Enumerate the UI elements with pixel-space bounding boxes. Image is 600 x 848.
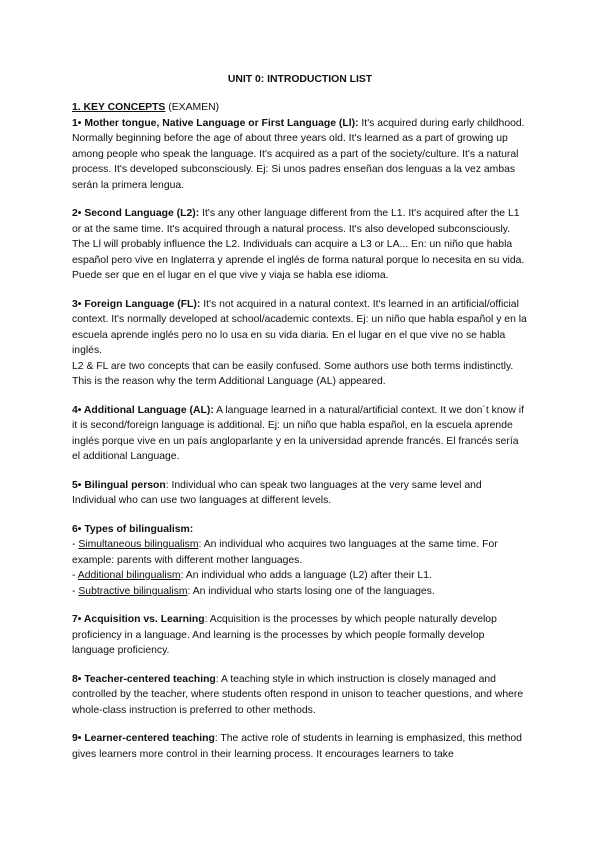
item-number: 1• <box>72 117 85 129</box>
item-text: A language learned in a natural/artificial context. It we don´t know if it is second/foreign language is additional. Ej: un niño que habla español, en la escuela aprende inglés porque vive en un país angloparlante y en la universidad aprende francés. El francés sería el additional Language. <box>72 404 524 462</box>
sub-item-subtractive <box>72 584 528 600</box>
sub-item-text: : An individual who acquires two languages at the same time. For example: parents with different mother languages. <box>72 539 498 566</box>
item-number: 6• <box>72 523 85 535</box>
item-text: : Acquisition is the processes by which people naturally develop proficiency in a language. And learning is the processes by which people formally develop language proficiency. <box>72 614 497 656</box>
item-colon: : <box>195 208 200 219</box>
item-number: 7• <box>72 614 84 625</box>
item-mother-tongue <box>72 116 528 194</box>
item-term: Types of bilingualism: <box>84 523 194 535</box>
item-number: 9• <box>72 733 85 744</box>
item-learner-centered <box>72 731 528 762</box>
item-number: 8• <box>72 673 85 685</box>
item-acquisition-vs-learning <box>72 612 528 659</box>
item-text: It's acquired during early childhood. Normally beginning before the age of about three years old. It's learned as a part of growing up among people who speak the language. It's acquired as a part of the society/culture. It's a natural process. It's developed subconsciously. Ej: Si unos padres enseñan dos lenguas a la vez ambas serán la primera lengua. <box>72 117 525 191</box>
item-number: 2• <box>72 208 85 219</box>
item-term: Additional Language (AL) <box>83 404 211 416</box>
item-term: Second Language (L2) <box>84 208 196 219</box>
item-extra-note: L2 & FL are two concepts that can be easily confused. Some authors use both terms indistinctly. This is the reason why the term Additional Language (AL) appeared. <box>72 360 514 387</box>
item-colon: : <box>196 298 201 310</box>
item-term: Acquisition vs. Learning <box>83 614 205 625</box>
section-heading <box>72 100 528 116</box>
sub-item-dash: - <box>72 539 79 550</box>
item-teacher-centered <box>72 672 528 719</box>
item-paragraph <box>72 297 528 359</box>
sub-item-additional <box>72 568 528 584</box>
item-additional-language <box>72 403 528 465</box>
sub-item-term: Additional bilingualism <box>77 570 181 581</box>
item-term: Teacher-centered teaching <box>84 673 216 685</box>
item-number: 5• <box>72 479 85 491</box>
item-types-of-bilingualism <box>72 522 528 600</box>
item-number: 4• <box>72 404 84 416</box>
section-number-title: 1. KEY CONCEPTS <box>72 102 166 113</box>
item-text: : Individual who can speak two languages at the very same level and Individual who can use two languages at different levels. <box>72 479 482 506</box>
sub-item-simultaneous <box>72 537 528 568</box>
item-text: It's any other language different from the L1. It's acquired after the L1 or at the same time. It's acquired through a natural process. It's also developed subconsciously. The Ll will probably influence the L2. Individuals can acquire a L3 or LA... En: un niño que habla español pero vive en Inglaterra y aprende el inglés de forma natural porque lo necesita en su vida. Puede ser que en el lugar en el que vive y viaja se habla ese idioma. <box>72 208 525 281</box>
sub-item-text: : An individual who adds a language (L2) after their L1. <box>180 570 432 581</box>
item-term: Bilingual person <box>84 479 166 491</box>
item-foreign-language <box>72 297 528 390</box>
item-second-language <box>72 206 528 284</box>
sub-item-text: : An individual who starts losing one of the languages. <box>187 585 435 597</box>
item-term: Foreign Language (FL) <box>84 298 197 310</box>
item-term: Mother tongue, Native Language or First Language (Ll) <box>84 117 356 129</box>
sub-item-dash: - <box>72 585 79 597</box>
section-note: (EXAMEN) <box>165 102 220 113</box>
item-text: : The active role of students in learning is emphasized, this method gives learners more control in their learning process. It encourages learners to take <box>72 733 522 760</box>
document-title: UNIT 0: INTRODUCTION LIST <box>227 74 373 85</box>
sub-item-term: Simultaneous bilingualism <box>78 539 199 550</box>
item-bilingual-person <box>72 478 528 509</box>
sub-item-dash: - <box>72 570 78 581</box>
item-number: 3• <box>72 298 85 310</box>
item-text: : A teaching style in which instruction is closely managed and controlled by the teacher, where students often respond in unison to teacher questions, and where whole-class instruction is preferred to other methods. <box>72 673 524 716</box>
sub-item-term: Subtractive bilingualism <box>78 585 188 597</box>
item-colon: : <box>210 404 214 416</box>
item-text: It's not acquired in a natural context. It's learned in an artificial/official context. It's normally developed at school/academic contexts. Ej: un niño que habla español y en la escuela aprende inglés pero no lo usa en su vida diaria. En el lugar en el que vive no se habla inglés. <box>72 298 527 356</box>
item-term: Learner-centered teaching <box>84 733 215 744</box>
item-colon: : <box>355 117 359 129</box>
item-heading <box>72 522 528 538</box>
